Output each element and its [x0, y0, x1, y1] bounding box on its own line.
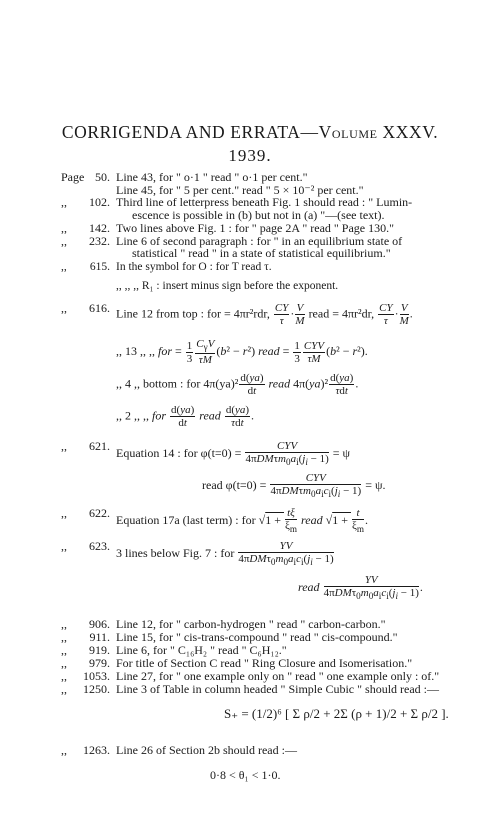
entry-line: Line 12 from top : for = 4πr²rdr, — [116, 306, 270, 321]
page-number: 919. — [89, 643, 110, 657]
entry-line: Line 43, for " o·1 " read " o·1 per cent." — [116, 170, 308, 184]
page-year: 1939. — [228, 146, 272, 165]
page-label: Page — [61, 170, 85, 184]
ditto-mark: ,, — [61, 539, 67, 553]
ditto-mark: ,, — [61, 506, 67, 520]
entry-line: Two lines above Fig. 1 : for " page 2A " read " Page 130." — [116, 221, 395, 235]
page-number: 615. — [89, 261, 110, 273]
ditto-mark: ,, — [61, 234, 67, 248]
page-number: 1263. — [83, 743, 110, 757]
entry-line: Line 3 of Table in column headed " Simple Cubic " should read :— — [116, 682, 440, 696]
page-number: 102. — [89, 195, 110, 209]
page-number: 1053. — [83, 669, 110, 683]
entry-line: ,, 4 ,, bottom : for 4π(ya)² — [116, 376, 239, 391]
ditto-mark: ,, — [61, 643, 67, 657]
fraction: $\frac{YV}{4\pi DM\tau_0m_0a_ic_i(j_i - 1)}$ — [323, 574, 419, 602]
page-number: 1250. — [83, 682, 110, 696]
formula: S₊ = (1/2)⁶ [ Σ ρ/2 + 2Σ (ρ + 1)/2 + Σ ρ/2 ]. — [224, 706, 449, 721]
entry-line: Line 12, for " carbon-hydrogen " read " carbon-carbon." — [116, 617, 386, 631]
fraction: $\frac{YV}{4\pi DM\tau_0m_0a_ic_i(j_i - 1)}$ — [238, 540, 334, 568]
ditto-mark: ,, — [61, 439, 67, 453]
entry-line: Equation 14 : for φ(t=0) = — [116, 445, 242, 460]
fraction: $\frac{V}{M}$ — [399, 302, 409, 327]
entry-line: read φ(t=0) = — [202, 477, 267, 492]
fraction: $\frac{\text{CYV}}{\tau M}$ — [303, 339, 325, 365]
entry-line: Line 15, for " cis-trans-compound " read " cis-compound." — [116, 630, 398, 644]
fraction: $\frac{d(ya)}{\text{τdt}}$ — [225, 404, 250, 429]
entry-line: Third line of letterpress beneath Fig. 1 should read : " Lumin- — [116, 195, 413, 209]
ditto-mark: ,, — [61, 617, 67, 631]
entry-line: read — [298, 579, 320, 594]
fraction: $\frac{d(ya)}{dt}$ — [171, 404, 195, 429]
fraction: $\frac{\text{CYV}}{4\pi DM\tau m_0a_i(j_i - 1)}$ — [245, 440, 329, 468]
fraction: $\frac{V}{M}$ — [295, 302, 305, 327]
entry-line: statistical " read " in a state of statistical equilibrium." — [132, 246, 391, 260]
ditto-mark: ,, — [61, 743, 67, 757]
entry-line: ,, ,, ,, R₁ : insert minus sign before the exponent. — [116, 280, 339, 292]
entry-line: ,, 13 ,, ,, — [116, 343, 155, 358]
fraction: $\frac{d(ya)}{\text{τdt}}$ — [330, 372, 354, 397]
page-number: 906. — [89, 617, 110, 631]
fraction: $\frac{CY}{\tau}$ — [379, 302, 393, 327]
page-number: 142. — [89, 221, 110, 235]
page-number: 616. — [89, 301, 110, 315]
fraction: $\frac{CY}{\tau}$ — [274, 302, 289, 327]
fraction: $\frac{C_\gamma V}{\tau M}$ — [196, 338, 215, 367]
page-number: 911. — [89, 630, 110, 644]
entry-line: For title of Section C read " Ring Closure and Isomerisation." — [116, 656, 413, 670]
entry-line: Line 45, for " 5 per cent." read " 5 × 10⁻² per cent." — [116, 183, 364, 197]
ditto-mark: ,, — [61, 261, 67, 273]
entry-line: escence is possible in (b) but not in (a) "—(see text). — [132, 208, 385, 222]
page-number: 50. — [95, 170, 110, 184]
fraction: $\frac{1}{3}$ — [294, 339, 300, 365]
page-title: CORRIGENDA AND ERRATA—Volume XXXV. — [61, 122, 439, 142]
entry-line: ,, 2 ,, ,, — [116, 408, 149, 423]
ditto-mark: ,, — [61, 630, 67, 644]
entry-line: Line 26 of Section 2b should read :— — [116, 743, 297, 757]
fraction: $\frac{t\xi}{\xi_m}$ — [285, 507, 298, 535]
entry-line: Line 27, for " one example only on " read " one example only : of." — [116, 669, 440, 683]
page-number: 232. — [89, 234, 110, 248]
ditto-mark: ,, — [61, 669, 67, 683]
fraction: $\frac{\text{CYV}}{4\pi DM\tau m_0a_ic_i(j_i - 1)}$ — [270, 472, 362, 500]
ditto-mark: ,, — [61, 301, 67, 315]
fraction: $\frac{1}{3}$ — [186, 339, 193, 365]
ditto-mark: ,, — [61, 682, 67, 696]
entry-line: In the symbol for O : for T read τ. — [116, 261, 272, 273]
entry-line: read = 4πr²dr, — [308, 306, 375, 321]
page-number: 622. — [89, 506, 110, 520]
fraction: $\frac{t}{\xi_m}$ — [351, 507, 364, 535]
page-number: 979. — [89, 656, 110, 670]
fraction: $\frac{d(ya)}{dt}$ — [240, 372, 264, 397]
formula: 0·8 < θ₁ < 1·0. — [210, 768, 281, 782]
entry-line: Line 6, for " C₁₆H₂ " read " C₆H₁₂." — [116, 643, 287, 657]
entry-line: 3 lines below Fig. 7 : for — [116, 545, 235, 560]
page-number: 621. — [89, 439, 110, 453]
ditto-mark: ,, — [61, 221, 67, 235]
ditto-mark: ,, — [61, 195, 67, 209]
page-number: 623. — [89, 539, 110, 553]
ditto-mark: ,, — [61, 656, 67, 670]
entry-line: Equation 17a (last term) : for — [116, 512, 256, 527]
entry-line: Line 6 of second paragraph : for " in an equilibrium state of — [116, 234, 403, 248]
